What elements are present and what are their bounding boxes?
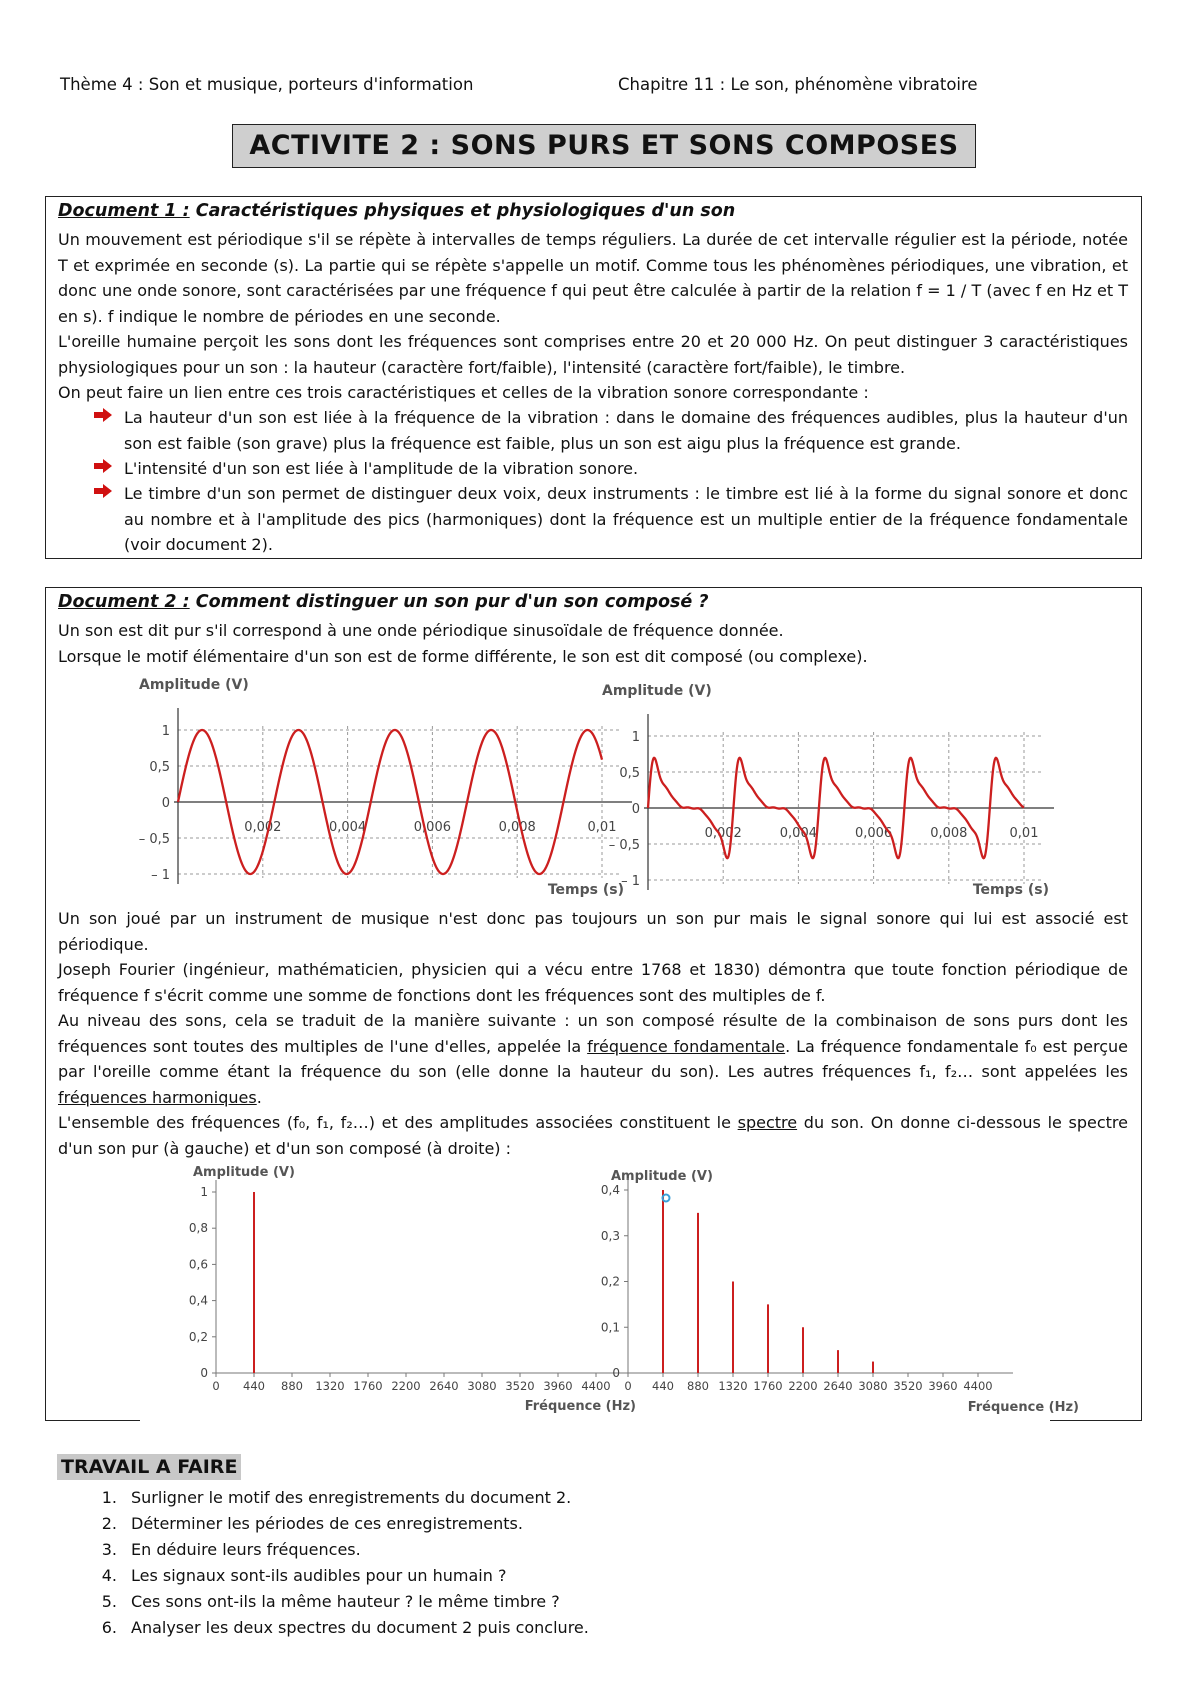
y-tick-label: – 1: [621, 874, 640, 889]
doc1-bullet-2-text: L'intensité d'un son est liée à l'amplitude de la vibration sonore.: [124, 459, 639, 478]
doc2-p5-part-b: . La fréquence fondamentale f₀ est perçue par l'oreille comme étant la fréquence du son (elle donne la hauteur du son). Les autres fréquences f₁, f₂… sont appelées les: [58, 1036, 1129, 1081]
spectrum-term: spectre: [737, 1113, 798, 1132]
doc1-paragraph-2: L'oreille humaine perçoit les sons dont les fréquences sont comprises entre 20 et 20 000 Hz. On peut distinguer 3 caractéristiques physiologiques pour un son : la hauteur (caractère fort/faible), l'intensité (caractère fort/faible), le timbre.: [58, 332, 1128, 377]
y-tick-label: 0,3: [601, 1228, 620, 1243]
x-tick-label: 3080: [467, 1379, 497, 1393]
task-number: 2.: [101, 1514, 117, 1533]
document-1-heading: [58, 201, 735, 221]
doc1-paragraph-3: On peut faire un lien entre ces trois caractéristiques et celles de la vibration sonore correspondante :: [58, 383, 869, 402]
y-tick-label: – 0,5: [608, 838, 640, 853]
right-arrow-icon: [94, 484, 112, 498]
doc1-paragraph-1: Un mouvement est périodique s'il se répète à intervalles de temps réguliers. La durée de cet intervalle régulier est la période, notée T et exprimée en seconde (s). La partie qui se répète s'appelle un motif. Comme tous les phénomènes périodiques, une vibration, et donc une onde sonore, sont caractérisées par une fréquence f qui peut être calculée à partir de la relation f = 1 / T (avec f en Hz et T en s). f indique le nombre de périodes en une seconde.: [58, 230, 1128, 326]
task-number: 5.: [101, 1592, 117, 1611]
document-1-label: Document 1 :: [58, 201, 190, 221]
task-number: 4.: [101, 1566, 117, 1585]
task-item: [85, 1485, 985, 1511]
y-tick-label: 0: [200, 1366, 208, 1380]
task-text: Analyser les deux spectres du document 2 puis conclure.: [131, 1618, 589, 1637]
task-text: Surligner le motif des enregistrements du document 2.: [131, 1488, 572, 1507]
x-tick-label: 2640: [429, 1379, 459, 1393]
doc2-bottom-border-right: [1050, 1420, 1142, 1421]
y-axis-label: Amplitude (V): [139, 677, 249, 693]
page-header: [60, 75, 1140, 97]
x-tick-label: 2640: [823, 1379, 853, 1393]
doc2-paragraph-6: [58, 1110, 1128, 1161]
page-title: ACTIVITE 2 : SONS PURS ET SONS COMPOSES: [232, 124, 976, 168]
harmonic-frequencies-term: fréquences harmoniques: [58, 1087, 257, 1107]
doc2-p6-part-a: L'ensemble des fréquences (f₀, f₁, f₂…) et des amplitudes associées constituent le: [58, 1113, 738, 1132]
y-tick-label: – 0,5: [138, 832, 170, 847]
task-text: Déterminer les périodes de ces enregistrements.: [131, 1514, 523, 1533]
doc2-paragraph-1: Un son est dit pur s'il correspond à une onde périodique sinusoïdale de fréquence donnée.: [58, 621, 784, 640]
doc2-paragraph-2: Lorsque le motif élémentaire d'un son est de forme différente, le son est dit composé (ou complexe).: [58, 647, 868, 666]
y-tick-label: 1: [631, 730, 640, 745]
fundamental-frequency-term: fréquence fondamentale: [587, 1036, 786, 1056]
task-number: 3.: [101, 1540, 117, 1559]
y-tick-label: – 1: [151, 868, 170, 883]
y-tick-label: 0,4: [601, 1183, 620, 1197]
x-tick-label: 1320: [718, 1379, 748, 1393]
x-axis-label: Fréquence (Hz): [967, 1400, 1079, 1415]
x-axis-label: Fréquence (Hz): [524, 1399, 636, 1414]
x-tick-label: 0: [624, 1379, 632, 1393]
doc1-bullet-3-text: Le timbre d'un son permet de distinguer deux voix, deux instruments : le timbre est lié à la forme du signal sonore et donc au nombre et à l'amplitude des pics (harmoniques) dont la fréquence est un multiple entier de la fréquence fondamentale (voir document 2).: [124, 484, 1128, 554]
doc2-paragraph-3: Un son joué par un instrument de musique n'est donc pas toujours un son pur mais le signal sonore qui lui est associé est périodique.: [58, 909, 1128, 954]
x-tick-label: 0,006: [413, 820, 452, 835]
x-tick-label: 440: [652, 1379, 674, 1393]
document-1-title: Caractéristiques physiques et physiologiques d'un son: [195, 201, 736, 221]
x-tick-label: 3520: [505, 1379, 535, 1393]
doc2-p5-part-c: .: [256, 1087, 262, 1107]
right-arrow-icon: [94, 408, 112, 422]
pure-sound-waveform-svg: [84, 668, 644, 898]
x-tick-label: 0,006: [854, 826, 893, 841]
task-number: 1.: [101, 1488, 117, 1507]
y-axis-label: Amplitude (V): [602, 683, 712, 699]
task-item: [85, 1511, 985, 1537]
x-tick-label: 0,008: [930, 826, 968, 841]
pure-sound-waveform-chart: [84, 668, 644, 898]
composed-sound-waveform-svg: [594, 674, 1134, 899]
x-axis-label: Temps (s): [972, 882, 1049, 898]
x-tick-label: 0,004: [328, 820, 367, 835]
pure-sound-spectrum-chart: [131, 1160, 651, 1420]
task-text: Ces sons ont-ils la même hauteur ? le même timbre ?: [131, 1592, 560, 1611]
composed-sound-spectrum-svg: [601, 1166, 1101, 1422]
y-axis-label: Amplitude (V): [193, 1165, 295, 1180]
y-tick-label: 0: [631, 802, 640, 817]
x-tick-label: 0,002: [704, 826, 742, 841]
x-tick-label: 0,01: [587, 820, 617, 835]
x-axis-label: Temps (s): [547, 882, 624, 898]
y-tick-label: 0: [612, 1366, 620, 1380]
x-tick-label: 880: [281, 1379, 303, 1393]
y-tick-label: 0,5: [149, 760, 170, 775]
y-tick-label: 0,2: [601, 1274, 620, 1289]
doc2-paragraph-4: Joseph Fourier (ingénieur, mathématicien, physicien qui a vécu entre 1768 et 1830) démontra que toute fonction périodique de fréquence f s'écrit comme une somme de fonctions dont les fréquences sont des multiples de f.: [58, 960, 1128, 1005]
theme-label: Thème 4 : Son et musique, porteurs d'information: [60, 75, 474, 94]
task-item: [85, 1563, 985, 1589]
tasks-list: [85, 1485, 985, 1641]
x-tick-label: 3960: [543, 1379, 573, 1393]
y-tick-label: 0: [161, 796, 170, 811]
task-item: [85, 1615, 985, 1641]
pure-sound-spectrum-svg: [131, 1160, 651, 1420]
document-2-label: Document 2 :: [58, 592, 190, 612]
y-tick-label: 0,4: [188, 1293, 208, 1308]
x-tick-label: 4400: [581, 1379, 611, 1393]
y-tick-label: 0,2: [188, 1329, 208, 1344]
x-tick-label: 0,002: [244, 820, 282, 835]
doc2-p6-part-b: du son. On donne ci-dessous le spectre d'un son pur (à gauche) et d'un son composé (à droite) :: [58, 1113, 1129, 1158]
y-tick-label: 0,5: [619, 766, 640, 781]
document-2-title: Comment distinguer un son pur d'un son composé ?: [195, 592, 709, 612]
y-tick-label: 0,8: [188, 1221, 208, 1236]
x-tick-label: 1760: [353, 1379, 383, 1393]
document-2-heading: [58, 592, 709, 612]
x-tick-label: 3080: [858, 1379, 888, 1393]
document-1-box: [45, 196, 1142, 559]
task-text: Les signaux sont-ils audibles pour un humain ?: [131, 1566, 507, 1585]
doc2-bottom-border-left: [45, 1420, 140, 1421]
task-text: En déduire leurs fréquences.: [131, 1540, 361, 1559]
task-item: [85, 1589, 985, 1615]
composed-sound-waveform-chart: [594, 674, 1134, 899]
right-arrow-icon: [94, 459, 112, 473]
doc1-bullet-1-text: La hauteur d'un son est liée à la fréquence de la vibration : dans le domaine des fréquences audibles, plus la hauteur d'un son est faible (son grave) plus la fréquence est faible, plus un son est aigu plus la fréquence est grande.: [124, 408, 1128, 453]
doc2-p5-part-a: Au niveau des sons, cela se traduit de la manière suivante : un son composé résulte de la combinaison de sons purs dont les fréquences sont toutes des multiples de l'une d'elles, appelée la: [58, 1011, 1128, 1056]
x-tick-label: 880: [687, 1379, 709, 1393]
y-tick-label: 1: [161, 724, 170, 739]
tasks-heading: TRAVAIL A FAIRE: [57, 1454, 241, 1480]
composed-sound-spectrum-chart: [601, 1166, 1101, 1422]
x-tick-label: 4400: [963, 1379, 993, 1393]
x-tick-label: 2200: [788, 1379, 818, 1393]
document-2-box: [45, 587, 1142, 1421]
x-tick-label: 1320: [315, 1379, 345, 1393]
x-tick-label: 1760: [753, 1379, 783, 1393]
x-tick-label: 0,004: [779, 826, 818, 841]
y-tick-label: 0,6: [188, 1257, 208, 1272]
y-tick-label: 0,1: [601, 1320, 620, 1335]
doc2-paragraph-5: [58, 1008, 1128, 1110]
chapter-label: Chapitre 11 : Le son, phénomène vibratoire: [618, 75, 978, 94]
y-axis-label: Amplitude (V): [611, 1169, 713, 1184]
x-tick-label: 0,008: [498, 820, 536, 835]
task-item: [85, 1537, 985, 1563]
x-tick-label: 0,01: [1009, 826, 1039, 841]
x-tick-label: 0: [212, 1379, 220, 1393]
task-number: 6.: [101, 1618, 117, 1637]
y-tick-label: 1: [200, 1185, 208, 1199]
x-tick-label: 3960: [928, 1379, 958, 1393]
x-tick-label: 440: [243, 1379, 265, 1393]
x-tick-label: 2200: [391, 1379, 421, 1393]
x-tick-label: 3520: [893, 1379, 923, 1393]
